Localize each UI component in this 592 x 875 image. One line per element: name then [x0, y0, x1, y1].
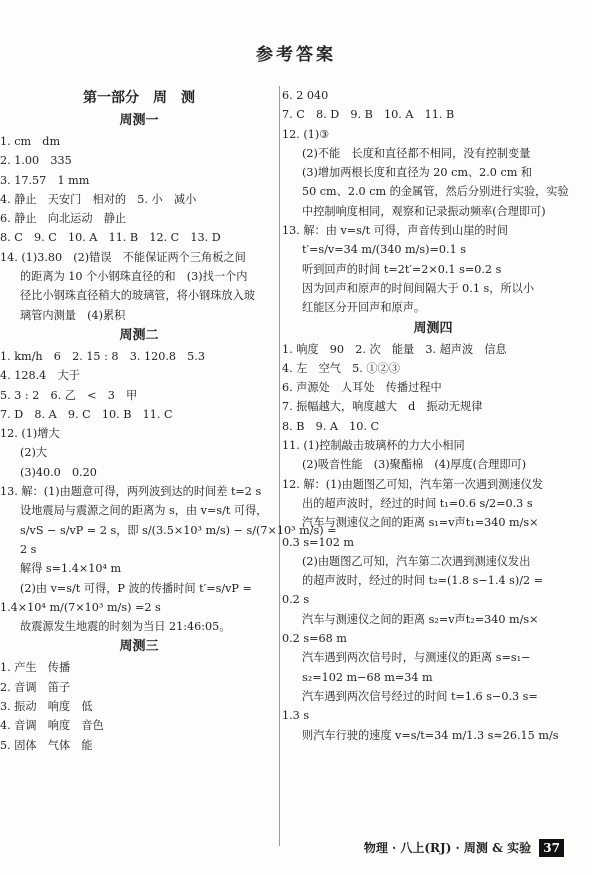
answer-line: 0.3 s=102 m — [282, 535, 354, 549]
answer-line: 7. 振幅越大，响度越大 d 振动无规律 — [282, 400, 483, 414]
answer-line: (2)吸音性能 (3)聚酯棉 (4)厚度(合理即可) — [302, 458, 527, 472]
answer-line: (3)40.0 0.20 — [20, 465, 97, 479]
answer-line: t′=s/v=34 m/(340 m/s)=0.1 s — [302, 243, 467, 257]
answer-line: 出的超声波时，经过的时间 t₁=0.6 s/2=0.3 s — [302, 496, 533, 510]
answer-line: 故震源发生地震的时刻为当日 21:46:05。 — [20, 620, 231, 634]
answer-line: 2. 音调 笛子 — [0, 680, 71, 694]
answer-line: 5. 3 : 2 6. 乙 < 3 甲 — [0, 388, 138, 402]
answer-line: 汽车与测速仪之间的距离 s₁=v声t₁=340 m/s× — [302, 516, 539, 530]
answer-line: (2)大 — [20, 446, 48, 460]
answer-list — [282, 86, 584, 318]
answer-line: 汽车遇到两次信号时，与测速仪的距离 s=s₁− — [302, 651, 531, 665]
answer-line: 4. 128.4 大于 — [0, 369, 80, 383]
answer-line: 1.3 s — [282, 709, 310, 723]
answer-line: 6. 声源处 人耳处 传播过程中 — [282, 381, 442, 395]
section-heading: 周测二 — [119, 327, 159, 343]
section-heading: 周测一 — [119, 113, 159, 128]
answer-line: 璃管内测量 (4)累积 — [20, 308, 126, 322]
answer-line: 0.2 s=68 m — [282, 632, 347, 646]
answer-line: s₂=102 m−68 m=34 m — [302, 670, 433, 684]
answer-line: 设地震局与震源之间的距离为 s，由 v=s/t 可得， — [20, 504, 268, 518]
answer-line: 径比小钢珠直径稍大的玻璃管，将小钢珠放入玻 — [20, 289, 255, 303]
answer-line: (3)增加两根长度和直径为 20 cm、2.0 cm 和 — [302, 166, 533, 180]
answer-line: 3. 振动 响度 低 — [0, 700, 93, 714]
answer-line: 1.4×10⁴ m/(7×10³ m/s) =2 s — [0, 600, 161, 614]
answer-line: 解得 s=1.4×10⁴ m — [20, 562, 122, 576]
answer-line: 8. C 9. C 10. A 11. B 12. C 13. D — [0, 231, 221, 245]
footer-text: 物理 · 八上(RJ) · 周测 & 实验 — [363, 841, 532, 855]
answer-line: 中控制响度相同，观察和记录振动频率(合理即可) — [302, 204, 546, 218]
answer-line: 3. 17.57 1 mm — [0, 173, 90, 187]
answer-line: 13. 解：由 v=s/t 可得，声音传到山崖的时间 — [282, 224, 508, 238]
answer-line: 则汽车行驶的速度 v=s/t=34 m/1.3 s≈26.15 m/s — [302, 728, 559, 742]
answer-line: 7. D 8. A 9. C 10. B 11. C — [0, 407, 173, 421]
answer-list — [0, 658, 278, 754]
answer-line: (2)由 v=s/t 可得，P 波的传播时间 t′=s/vP = — [20, 581, 252, 595]
answer-line: 50 cm、2.0 cm 的金属管，然后分别进行实验，实验 — [302, 185, 569, 199]
answer-line: 因为回声和原声的时间间隔大于 0.1 s，所以小 — [302, 281, 535, 295]
part-heading: 第一部分 周 测 — [83, 90, 195, 106]
column-divider — [279, 86, 280, 846]
page-number: 37 — [539, 839, 564, 857]
answer-line: 4. 左 空气 5. ①②③ — [282, 361, 400, 375]
answer-line: 听到回声的时间 t=2t′=2×0.1 s=0.2 s — [302, 262, 502, 276]
answer-line: 14. (1)3.80 (2)错误 不能保证两个三角板之间 — [0, 250, 246, 264]
answer-line: 6. 2 040 — [282, 89, 329, 102]
answer-line: 红能区分开回声和原声。 — [302, 301, 426, 315]
answer-line: 5. 固体 气体 能 — [0, 738, 93, 752]
answer-line: 的距离为 10 个小钢珠直径的和 (3)找一个内 — [20, 270, 248, 284]
section-heading: 周测四 — [413, 320, 453, 336]
answer-line: 1. 产生 传播 — [0, 661, 71, 675]
answer-line: 13. 解：(1)由题意可得，两列波到达的时间差 t=2 s — [0, 485, 262, 499]
answer-line: 11. (1)控制敲击玻璃杯的力大小相同 — [282, 439, 465, 453]
answer-line: 7. C 8. D 9. B 10. A 11. B — [282, 108, 455, 122]
answer-line: s/vS − s/vP = 2 s，即 s/(3.5×10³ m/s) − s/(7×10³ m/s) = — [20, 523, 337, 537]
answer-line: 0.2 s — [282, 593, 310, 607]
answer-line: 2. 1.00 335 — [0, 154, 72, 168]
answer-line: 12. 解：(1)由题图乙可知，汽车第一次遇到测速仪发 — [282, 477, 543, 491]
answer-line: 1. 响度 90 2. 次 能量 3. 超声波 信息 — [282, 342, 507, 356]
answer-line: 1. km/h 6 2. 15 : 8 3. 120.8 5.3 — [0, 349, 205, 363]
answer-line: 6. 静止 向北运动 静止 — [0, 212, 127, 226]
answer-line: 汽车遇到两次信号经过的时间 t=1.6 s−0.3 s= — [302, 689, 538, 703]
answer-line: 4. 静止 天安门 相对的 5. 小 减小 — [0, 192, 197, 206]
section-heading: 周测三 — [119, 639, 159, 655]
answer-list — [0, 132, 278, 325]
answer-line: 12. (1)③ — [282, 127, 330, 141]
answer-line: 4. 音调 响度 音色 — [0, 719, 104, 733]
answer-line: 8. B 9. A 10. C — [282, 419, 380, 433]
answer-line: 汽车与测速仪之间的距离 s₂=v声t₂=340 m/s× — [302, 612, 539, 626]
answer-list — [282, 340, 584, 745]
right-column — [282, 86, 584, 745]
answer-line: 2 s — [20, 542, 37, 556]
answer-line: 的超声波时，经过的时间 t₂=(1.8 s−1.4 s)/2 = — [302, 574, 544, 588]
answer-line: 12. (1)增大 — [0, 427, 60, 441]
answer-line: 1. cm dm — [0, 135, 61, 148]
page-title: 参考答案 — [256, 45, 336, 65]
page-footer — [364, 839, 564, 857]
answer-line: (2)由题图乙可知，汽车第二次遇到测速仪发出 — [302, 554, 531, 568]
answer-line: (2)不能 长度和直径都不相同，没有控制变量 — [302, 146, 531, 160]
